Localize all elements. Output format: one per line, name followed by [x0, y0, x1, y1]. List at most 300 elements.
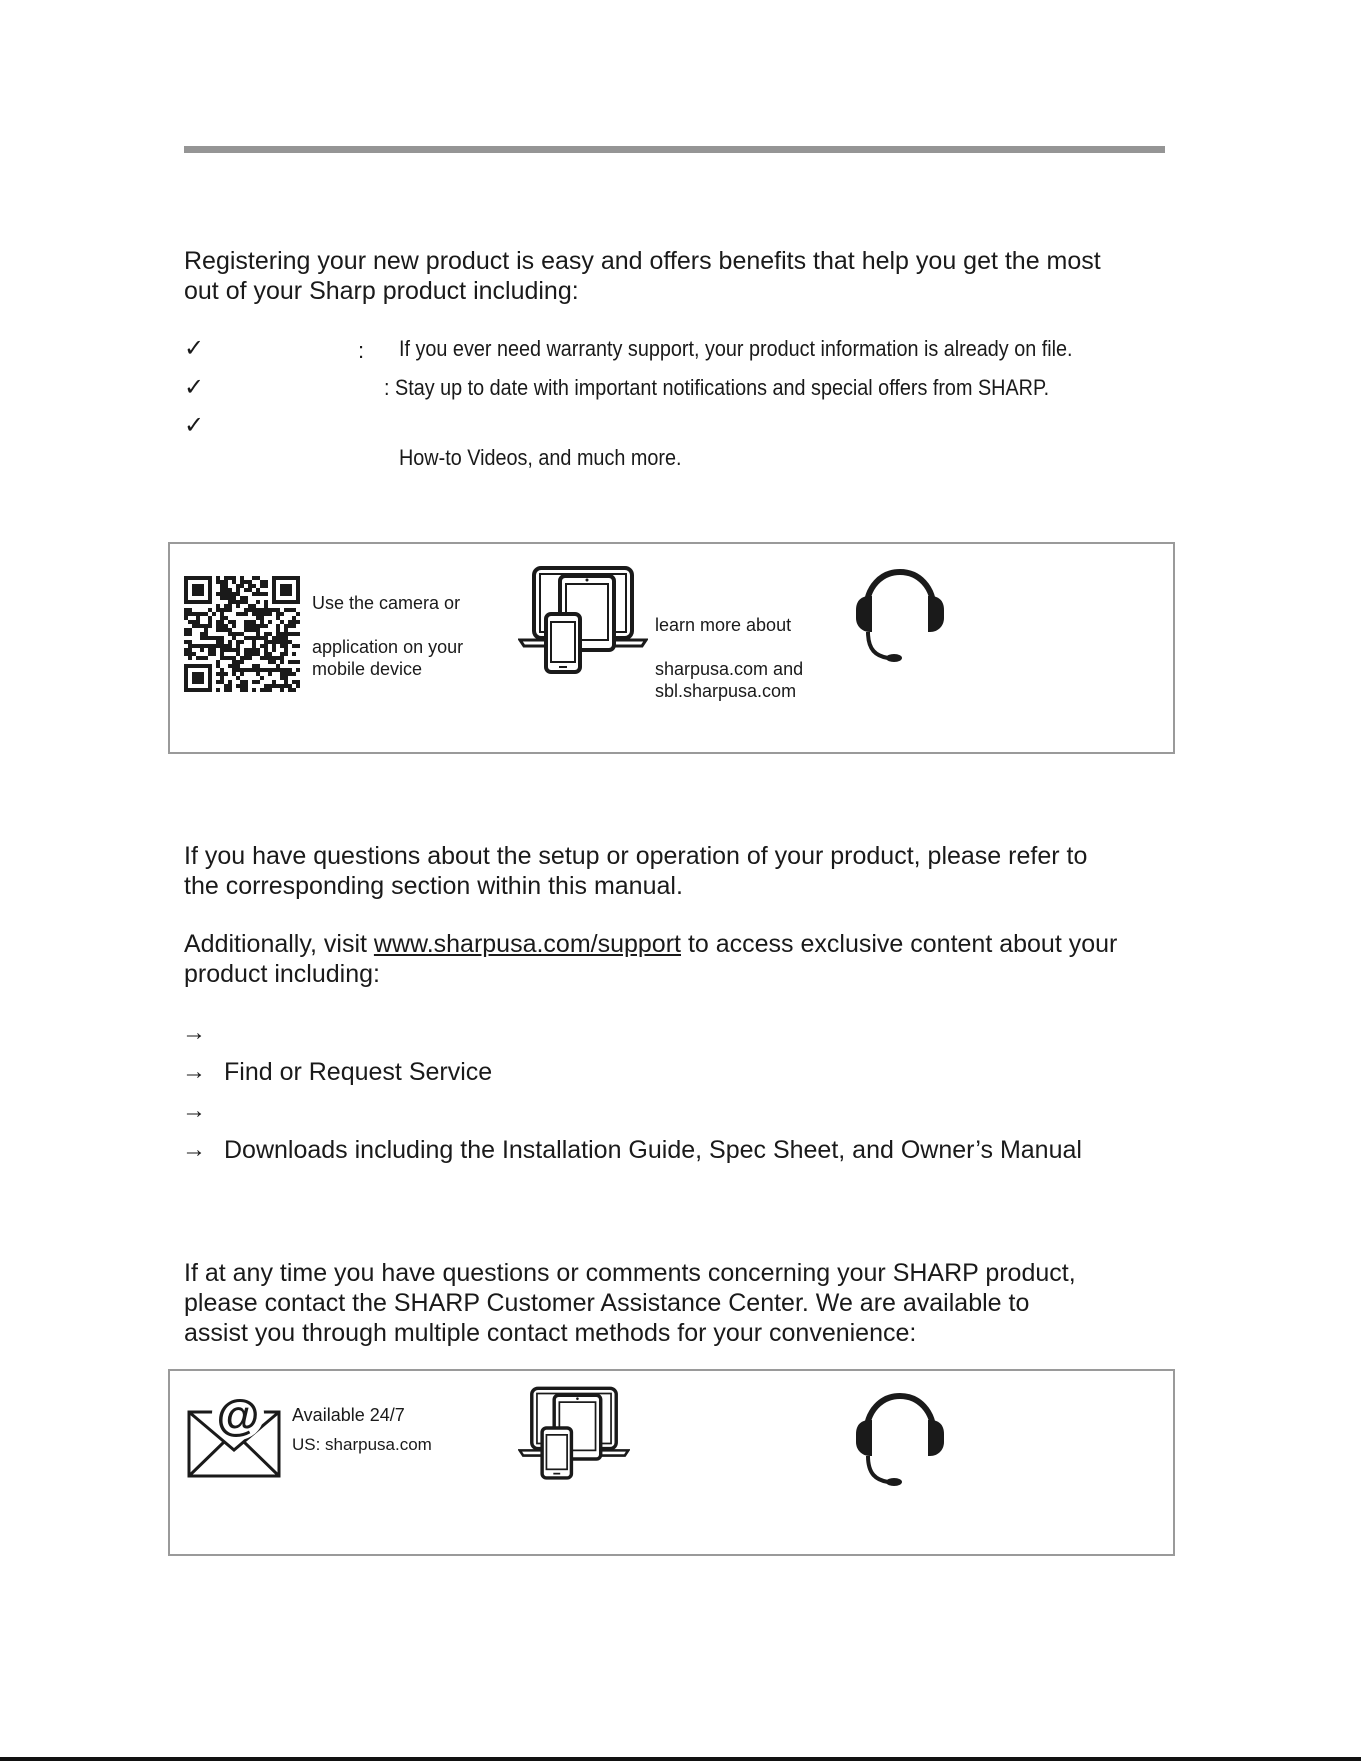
qr-module	[232, 668, 236, 672]
qr-module	[228, 688, 232, 692]
qr-module	[280, 688, 284, 692]
qr-module	[276, 608, 280, 612]
qr-module	[264, 600, 268, 604]
qr-module	[264, 608, 268, 612]
benefit-warranty: If you ever need warranty support, your product information is already on file.	[399, 336, 1073, 361]
qr-module	[248, 580, 252, 584]
qr-module	[228, 628, 232, 632]
qr-module	[248, 648, 252, 652]
qr-module	[248, 628, 252, 632]
qr-module	[220, 580, 224, 584]
qr-module	[292, 620, 296, 624]
qr-module	[260, 580, 264, 584]
qr-module	[288, 608, 292, 612]
qr-module	[292, 652, 296, 656]
qr-module	[288, 660, 292, 664]
qr-module	[224, 604, 228, 608]
qr-module	[248, 584, 252, 588]
qr-module	[268, 660, 272, 664]
qr-module	[280, 612, 284, 616]
qr-module	[284, 680, 288, 684]
qr-module	[296, 632, 300, 636]
qr-module	[272, 668, 276, 672]
support-item-service: Find or Request Service	[224, 1058, 493, 1086]
qr-module	[288, 620, 292, 624]
qr-module	[212, 648, 216, 652]
qr-module	[260, 592, 264, 596]
qr-module	[220, 640, 224, 644]
qr-module	[280, 668, 284, 672]
qr-module	[268, 672, 272, 676]
qr-module	[228, 600, 232, 604]
qr-module	[224, 616, 228, 620]
qr-module	[220, 588, 224, 592]
qr-module	[228, 656, 232, 660]
qr-module	[244, 652, 248, 656]
qr-module	[216, 580, 220, 584]
qr-module	[288, 688, 292, 692]
qr-module	[224, 644, 228, 648]
qr-module	[184, 648, 188, 652]
qr-module	[252, 644, 256, 648]
qr-module	[204, 644, 208, 648]
qr-module	[264, 636, 268, 640]
qr-module	[244, 596, 248, 600]
qr-module	[192, 620, 196, 624]
qr-module	[244, 636, 248, 640]
qr-module	[216, 660, 220, 664]
qr-module	[288, 640, 292, 644]
qr-module	[220, 620, 224, 624]
checkmark-icon: ✓	[184, 412, 205, 439]
qr-module	[268, 656, 272, 660]
qr-module	[264, 612, 268, 616]
qr-module	[184, 612, 188, 616]
qr-module	[236, 600, 240, 604]
qr-module	[204, 632, 208, 636]
qr-module	[276, 616, 280, 620]
qr-module	[244, 612, 248, 616]
benefit-videos: How-to Videos, and much more.	[399, 445, 682, 470]
qr-module	[236, 604, 240, 608]
qr-module	[264, 592, 268, 596]
qr-module	[268, 652, 272, 656]
qr-module	[284, 652, 288, 656]
qr-module	[212, 612, 216, 616]
qr-module	[200, 632, 204, 636]
arrow-right-icon: →	[182, 1097, 206, 1124]
qr-module	[280, 636, 284, 640]
qr-module	[196, 612, 200, 616]
qr-module	[236, 676, 240, 680]
qr-module	[296, 680, 300, 684]
qr-module	[292, 608, 296, 612]
qr-module	[220, 608, 224, 612]
qr-module	[252, 640, 256, 644]
qr-module	[232, 596, 236, 600]
qr-module	[236, 612, 240, 616]
qr-module	[224, 580, 228, 584]
qr-module	[280, 660, 284, 664]
qr-module	[188, 620, 192, 624]
qr-module	[272, 680, 276, 684]
qr-module	[228, 592, 232, 596]
arrow-right-icon: →	[182, 1058, 206, 1085]
qr-module	[220, 676, 224, 680]
qr-module	[216, 608, 220, 612]
qr-module	[256, 668, 260, 672]
qr-module	[264, 584, 268, 588]
qr-module	[292, 632, 296, 636]
qr-module	[256, 624, 260, 628]
qr-module	[296, 660, 300, 664]
qr-module	[208, 620, 212, 624]
qr-module	[284, 676, 288, 680]
qr-module	[256, 636, 260, 640]
qr-module	[260, 644, 264, 648]
qr-module	[228, 640, 232, 644]
qr-module	[220, 628, 224, 632]
qr-module	[280, 672, 284, 676]
qr-module	[272, 648, 276, 652]
qr-module	[208, 648, 212, 652]
qr-module	[228, 604, 232, 608]
qr-module	[244, 648, 248, 652]
qr-module	[216, 620, 220, 624]
qr-module	[292, 644, 296, 648]
web-info-line-3: sbl.sharpusa.com	[655, 681, 797, 701]
qr-module	[248, 620, 252, 624]
qr-module	[256, 628, 260, 632]
qr-module	[280, 620, 284, 624]
qr-module	[260, 584, 264, 588]
qr-module	[184, 616, 188, 620]
qr-module	[244, 684, 248, 688]
qr-module	[272, 644, 276, 648]
qr-module	[256, 588, 260, 592]
qr-module	[236, 648, 240, 652]
qr-module	[252, 604, 256, 608]
qr-module	[216, 640, 220, 644]
qr-module	[248, 668, 252, 672]
qr-module	[284, 684, 288, 688]
benefit-colon: :	[358, 338, 365, 363]
qr-module	[204, 624, 208, 628]
qr-module	[252, 592, 256, 596]
qr-module	[216, 688, 220, 692]
qr-module	[244, 688, 248, 692]
qr-module	[208, 652, 212, 656]
qr-module	[216, 624, 220, 628]
qr-module	[228, 620, 232, 624]
qr-module	[284, 636, 288, 640]
headset-icon	[852, 566, 948, 671]
qr-module	[280, 644, 284, 648]
qr-module	[200, 636, 204, 640]
qr-module	[204, 656, 208, 660]
arrow-right-icon: →	[182, 1136, 206, 1163]
qr-module	[188, 644, 192, 648]
qr-module	[200, 644, 204, 648]
qr-module	[228, 632, 232, 636]
qr-module	[224, 584, 228, 588]
qr-module	[268, 668, 272, 672]
qr-module	[252, 648, 256, 652]
qr-module	[288, 668, 292, 672]
qr-module	[244, 620, 248, 624]
qr-module	[260, 612, 264, 616]
qr-module	[288, 672, 292, 676]
qr-module	[204, 612, 208, 616]
qr-module	[220, 612, 224, 616]
qr-module	[240, 612, 244, 616]
qr-finder	[192, 584, 204, 596]
qr-module	[288, 624, 292, 628]
qr-module	[232, 576, 236, 580]
qr-module	[228, 664, 232, 668]
qr-module	[232, 656, 236, 660]
qr-module	[276, 628, 280, 632]
qr-module	[184, 632, 188, 636]
qr-module	[256, 600, 260, 604]
qr-module	[196, 624, 200, 628]
qr-module	[220, 584, 224, 588]
qr-module	[252, 576, 256, 580]
qr-module	[220, 596, 224, 600]
email-availability: Available 24/7	[292, 1405, 405, 1425]
qr-module	[260, 636, 264, 640]
qr-module	[232, 592, 236, 596]
qr-module	[260, 616, 264, 620]
qr-module	[188, 612, 192, 616]
qr-module	[288, 632, 292, 636]
qr-module	[280, 640, 284, 644]
qr-module	[208, 608, 212, 612]
qr-module	[236, 660, 240, 664]
qr-module	[268, 620, 272, 624]
qr-module	[248, 588, 252, 592]
qr-module	[216, 628, 220, 632]
qr-module	[232, 580, 236, 584]
qr-module	[268, 612, 272, 616]
qr-module	[240, 680, 244, 684]
qr-module	[192, 624, 196, 628]
qr-module	[292, 616, 296, 620]
qr-finder	[280, 584, 292, 596]
qr-module	[252, 668, 256, 672]
qr-module	[188, 640, 192, 644]
contact-intro: If at any time you have questions or comments concerning your SHARP product, please contact the SHARP Customer Assistance Center. We are available to assist you through multiple contact methods for your convenience:	[184, 1259, 1076, 1347]
qr-module	[228, 596, 232, 600]
qr-module	[260, 656, 264, 660]
headset-icon	[852, 1390, 948, 1495]
qr-module	[216, 592, 220, 596]
qr-module	[224, 648, 228, 652]
qr-module	[188, 632, 192, 636]
qr-module	[284, 644, 288, 648]
qr-module	[228, 680, 232, 684]
qr-module	[200, 648, 204, 652]
qr-module	[224, 592, 228, 596]
qr-module	[240, 656, 244, 660]
qr-module	[220, 644, 224, 648]
devices-icon	[518, 1386, 630, 1487]
qr-module	[256, 664, 260, 668]
qr-module	[252, 652, 256, 656]
qr-module	[224, 608, 228, 612]
qr-module	[252, 584, 256, 588]
qr-module	[264, 580, 268, 584]
qr-module	[232, 620, 236, 624]
qr-module	[220, 624, 224, 628]
qr-module	[184, 628, 188, 632]
qr-module	[264, 688, 268, 692]
qr-module	[276, 636, 280, 640]
qr-module	[272, 636, 276, 640]
qr-module	[228, 588, 232, 592]
qr-module	[240, 688, 244, 692]
qr-module	[232, 660, 236, 664]
section-divider	[184, 146, 1165, 153]
qr-module	[216, 604, 220, 608]
qr-module	[284, 632, 288, 636]
qr-module	[220, 636, 224, 640]
qr-module	[252, 636, 256, 640]
support-intro: If you have questions about the setup or operation of your product, please refer to the corresponding section within this manual.	[184, 842, 1088, 900]
qr-module	[216, 680, 220, 684]
page-bottom-edge	[0, 1757, 1361, 1761]
qr-module	[256, 576, 260, 580]
qr-module	[284, 624, 288, 628]
qr-module	[196, 656, 200, 660]
qr-module	[228, 684, 232, 688]
qr-module	[224, 576, 228, 580]
qr-module	[296, 684, 300, 688]
qr-module	[264, 644, 268, 648]
qr-module	[296, 612, 300, 616]
qr-module	[252, 680, 256, 684]
checkmark-icon: ✓	[184, 374, 205, 401]
qr-module	[256, 612, 260, 616]
qr-module	[272, 660, 276, 664]
qr-module	[188, 656, 192, 660]
qr-module	[280, 684, 284, 688]
web-info-line-1: learn more about	[655, 615, 792, 635]
qr-module	[208, 624, 212, 628]
qr-module	[244, 668, 248, 672]
qr-module	[248, 624, 252, 628]
qr-module	[236, 664, 240, 668]
qr-module	[244, 624, 248, 628]
qr-module	[236, 588, 240, 592]
qr-module	[292, 672, 296, 676]
qr-module	[260, 688, 264, 692]
qr-module	[284, 628, 288, 632]
qr-module	[280, 656, 284, 660]
qr-module	[244, 628, 248, 632]
qr-module	[228, 608, 232, 612]
qr-module	[220, 592, 224, 596]
qr-module	[208, 616, 212, 620]
registration-intro: Registering your new product is easy and offers benefits that help you get the most out of your Sharp product including:	[184, 247, 1101, 305]
qr-module	[240, 660, 244, 664]
support-link[interactable]: www.sharpusa.com/support	[373, 930, 681, 958]
qr-module	[272, 656, 276, 660]
qr-module	[200, 624, 204, 628]
qr-module	[240, 640, 244, 644]
qr-module	[240, 672, 244, 676]
qr-module	[216, 636, 220, 640]
qr-module	[240, 580, 244, 584]
qr-module	[252, 620, 256, 624]
qr-module	[224, 684, 228, 688]
qr-module	[200, 612, 204, 616]
qr-module	[232, 632, 236, 636]
qr-module	[216, 664, 220, 668]
qr-module	[240, 576, 244, 580]
qr-module	[276, 668, 280, 672]
qr-module	[244, 580, 248, 584]
qr-module	[256, 680, 260, 684]
qr-module	[244, 656, 248, 660]
qr-module	[288, 684, 292, 688]
checkmark-icon: ✓	[184, 335, 205, 362]
qr-module	[236, 592, 240, 596]
qr-module	[196, 616, 200, 620]
qr-module	[292, 624, 296, 628]
qr-module	[212, 652, 216, 656]
qr-module	[188, 648, 192, 652]
qr-instruction-line-2: application on your	[312, 637, 464, 657]
qr-module	[256, 648, 260, 652]
qr-instruction-line-3: mobile device	[312, 659, 423, 679]
qr-module	[188, 608, 192, 612]
qr-module	[228, 648, 232, 652]
qr-module	[272, 684, 276, 688]
qr-module	[280, 632, 284, 636]
email-icon	[186, 1384, 282, 1485]
qr-module	[240, 632, 244, 636]
qr-module	[264, 632, 268, 636]
qr-module	[232, 672, 236, 676]
qr-module	[260, 676, 264, 680]
qr-module	[268, 684, 272, 688]
qr-module	[292, 688, 296, 692]
qr-module	[252, 628, 256, 632]
qr-module	[224, 624, 228, 628]
qr-code-icon[interactable]	[184, 576, 300, 697]
qr-module	[272, 640, 276, 644]
qr-module	[196, 644, 200, 648]
qr-module	[240, 600, 244, 604]
qr-module	[264, 668, 268, 672]
support-item-downloads: Downloads including the Installation Guide, Spec Sheet, and Owner’s Manual	[224, 1136, 1082, 1164]
qr-module	[292, 660, 296, 664]
qr-module	[296, 644, 300, 648]
qr-module	[284, 668, 288, 672]
qr-module	[220, 668, 224, 672]
qr-module	[200, 656, 204, 660]
qr-module	[260, 620, 264, 624]
qr-module	[248, 652, 252, 656]
qr-module	[284, 608, 288, 612]
qr-module	[220, 652, 224, 656]
qr-module	[264, 652, 268, 656]
qr-module	[232, 664, 236, 668]
qr-module	[220, 656, 224, 660]
qr-module	[184, 652, 188, 656]
contact-methods-box	[168, 1369, 1175, 1556]
